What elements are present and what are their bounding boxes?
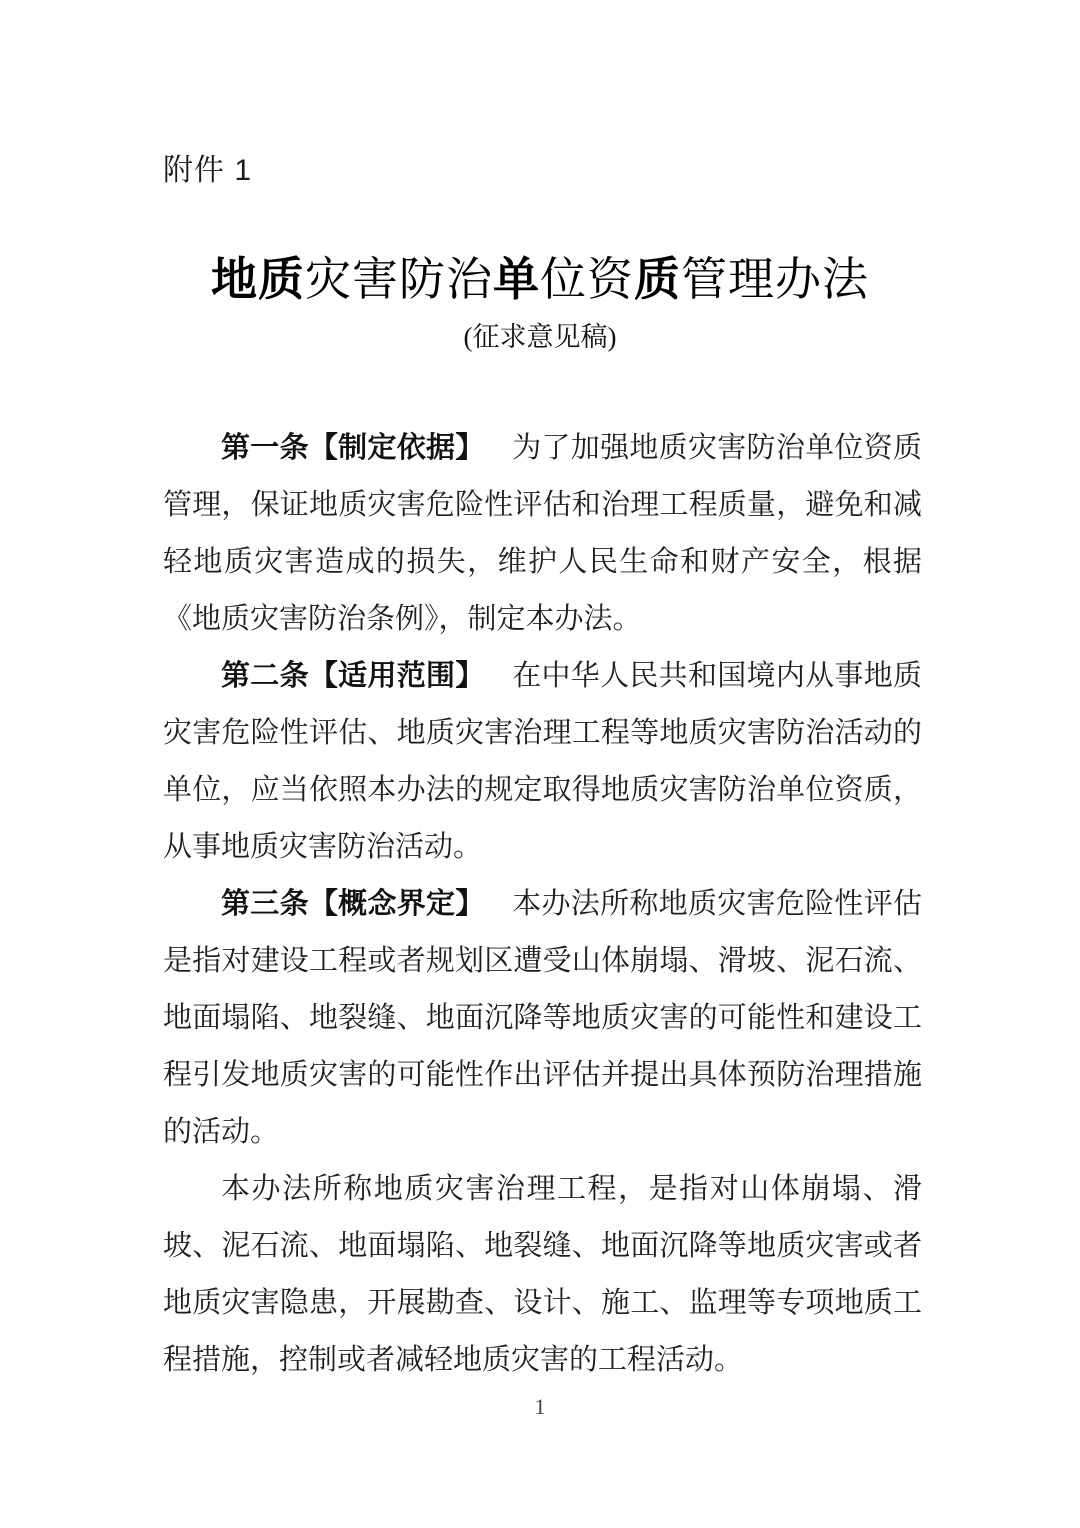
article-heading: 第一条【制定依据】	[221, 432, 485, 464]
document-body	[163, 420, 922, 1389]
document-title	[0, 254, 1080, 305]
title-segment: 质	[634, 254, 681, 305]
title-segment: 灾害防治	[305, 254, 493, 305]
article-paragraph	[163, 420, 922, 648]
article-body-text: 本办法所称地质灾害治理工程，是指对山体崩塌、滑坡、泥石流、地面塌陷、地裂缝、地面沉降等地质灾害或者地质灾害隐患，开展勘查、设计、施工、监理等专项地质工程措施，控制或者减轻地质灾害的工程活动。	[163, 1173, 922, 1376]
article-paragraph	[163, 876, 922, 1161]
article-paragraph	[163, 648, 922, 876]
title-segment: 单	[493, 254, 540, 305]
article-body-text: 在中华人民共和国境内从事地质灾害危险性评估、地质灾害治理工程等地质灾害防治活动的单位，应当依照本办法的规定取得地质灾害防治单位资质，从事地质灾害防治活动。	[163, 660, 922, 863]
title-segment: 地质	[211, 254, 305, 305]
article-paragraph	[163, 1161, 922, 1389]
attachment-label: 附件 1	[163, 154, 253, 187]
document-subtitle: (征求意见稿)	[463, 322, 617, 352]
title-segment: 位资	[540, 254, 634, 305]
article-body-text: 为了加强地质灾害防治单位资质管理，保证地质灾害危险性评估和治理工程质量，避免和减轻地质灾害造成的损失，维护人民生命和财产安全，根据《地质灾害防治条例》，制定本办法。	[163, 432, 922, 635]
page-number: 1	[534, 1394, 546, 1419]
article-body-text: 本办法所称地质灾害危险性评估是指对建设工程或者规划区遭受山体崩塌、滑坡、泥石流、地面塌陷、地裂缝、地面沉降等地质灾害的可能性和建设工程引发地质灾害的可能性作出评估并提出具体预防治理措施的活动。	[163, 888, 922, 1148]
article-heading: 第三条【概念界定】	[221, 888, 485, 920]
article-heading: 第二条【适用范围】	[221, 660, 485, 692]
title-segment: 管理办法	[681, 254, 869, 305]
